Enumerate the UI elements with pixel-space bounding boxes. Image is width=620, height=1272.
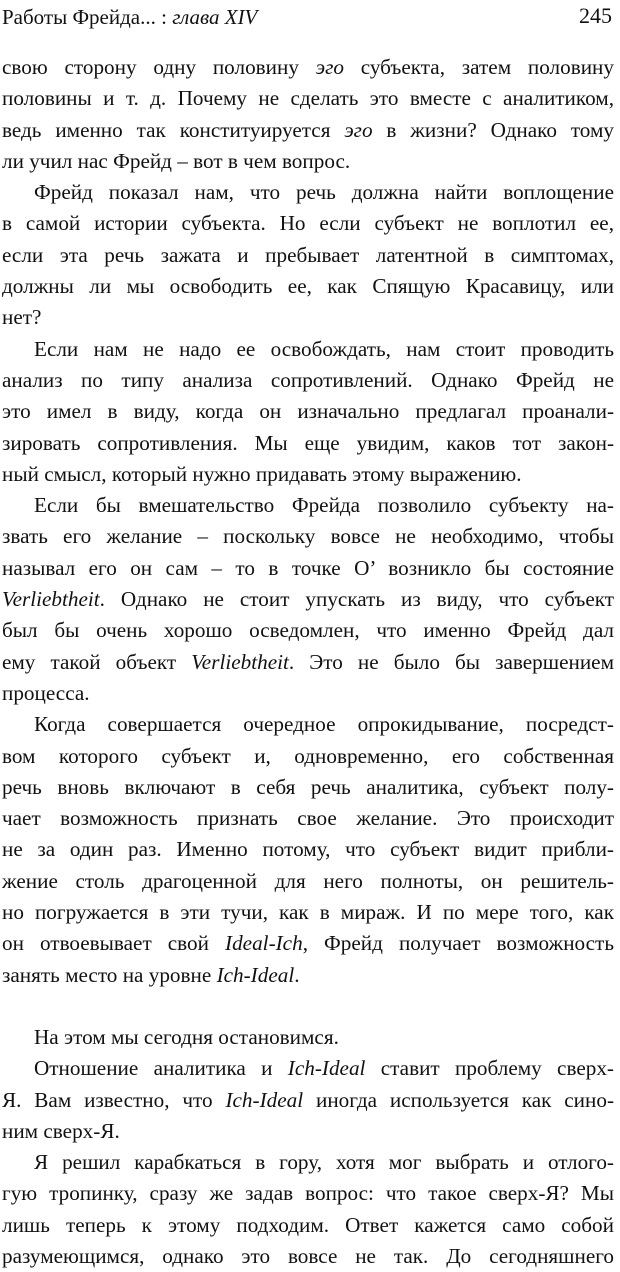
text-line: На этом мы сегодня остановимся. (34, 1024, 339, 1049)
section-gap (2, 991, 614, 1022)
text-line: звать его желание – поскольку вовсе не необходимо, чтобы (2, 524, 614, 549)
text-line: Я решил карабкаться в гору, хотя мог выбрать и отлого- (34, 1150, 614, 1175)
text-line: ли учил нас Фрейд – вот в чем вопрос. (2, 148, 351, 173)
text-line: в самой истории субъекта. Но если субъект не воплотил ее, (2, 211, 614, 236)
text-line: ведь именно так конституируется эго в жизни? Однако тому (2, 117, 614, 142)
text-line: Фрейд показал нам, что речь должна найти воплощение (34, 180, 614, 205)
text-line: если эта речь зажата и пребывает латентной в симптомах, (2, 242, 614, 267)
text-line: не за один раз. Именно потому, что субъект видит прибли- (2, 837, 614, 862)
text-line: анализ по типу анализа сопротивлений. Однако Фрейд не (2, 367, 614, 392)
text-line: гую тропинку, сразу же задав вопрос: что такое сверх-Я? Мы (2, 1181, 614, 1206)
text-line: но погружается в эти тучи, как в мираж. И по мере того, как (2, 900, 614, 925)
text-line: он отвоевывает свой Ideal-Ich, Фрейд получает возможность (2, 931, 614, 956)
text-line: чает возможность признать свое желание. Это происходит (2, 806, 614, 831)
text-lines (2, 52, 614, 1272)
body-text (2, 52, 614, 1272)
text-line: это имел в виду, когда он изначально предлагал проанали- (2, 399, 614, 424)
text-line: вом которого субъект и, одновременно, его собственная (2, 743, 614, 768)
running-title-chapter: глава XIV (172, 5, 258, 29)
text-line: Я. Вам известно, что Ich-Ideal иногда используется как сино- (2, 1087, 614, 1112)
text-line: разумеющимся, однако это вовсе не так. До сегодняшнего (2, 1243, 614, 1268)
text-line: Отношение аналитика и Ich-Ideal ставит проблему сверх- (34, 1056, 614, 1081)
text-line: жение столь драгоценной для него полноты, он решитель- (2, 868, 614, 893)
text-line: зировать сопротивления. Мы еще увидим, каков тот закон- (2, 430, 614, 455)
text-line: называл его он сам – то в точке О’ возникло бы состояние (2, 555, 614, 580)
text-line: занять место на уровне Ich-Ideal. (2, 962, 300, 987)
text-line: был бы очень хорошо осведомлен, что именно Фрейд дал (2, 618, 614, 643)
text-line: Verliebtheit. Однако не стоит упускать из виду, что субъект (2, 587, 614, 612)
emphasis-word: Verliebtheit (2, 587, 100, 612)
running-header (0, 0, 620, 34)
text-line: речь вновь включают в себя речь аналитика, субъект полу- (2, 774, 614, 799)
emphasis-word: эго (315, 55, 344, 79)
text-line: должны ли мы освободить ее, как Спящую Красавицу, или (2, 274, 614, 299)
emphasis-word: Ich-Ideal (287, 1056, 366, 1081)
text-line: ним сверх-Я. (2, 1118, 120, 1143)
emphasis-word: Ideal-Ich (225, 931, 303, 956)
text-line: лишь теперь к этому подходим. Ответ кажется само собой (2, 1212, 614, 1237)
text-line: нет? (2, 305, 42, 330)
text-line: ный смысл, который нужно придавать этому выражению. (2, 461, 522, 486)
emphasis-word: Ich-Ideal (225, 1087, 304, 1112)
text-line: процесса. (2, 680, 90, 705)
page-number: 245 (579, 3, 612, 28)
running-title (2, 5, 257, 29)
running-title-text: Работы Фрейда... : (2, 5, 173, 29)
text-line: половины и т. д. Почему не сделать это вместе с аналитиком, (2, 86, 614, 111)
text-line: Если бы вмешательство Фрейда позволило субъекту на- (34, 493, 614, 518)
text-line: Если нам не надо ее освобождать, нам стоит проводить (34, 336, 614, 361)
text-line: Когда совершается очередное опрокидывание, посредст- (34, 712, 614, 737)
text-line: ему такой объект Verliebtheit. Это не было бы завершением (2, 649, 614, 674)
text-line: свою сторону одну половину эго субъекта, затем половину (2, 55, 614, 79)
emphasis-word: Verliebtheit (191, 649, 289, 674)
emphasis-word: Ich-Ideal (216, 962, 295, 987)
emphasis-word: эго (344, 117, 373, 142)
